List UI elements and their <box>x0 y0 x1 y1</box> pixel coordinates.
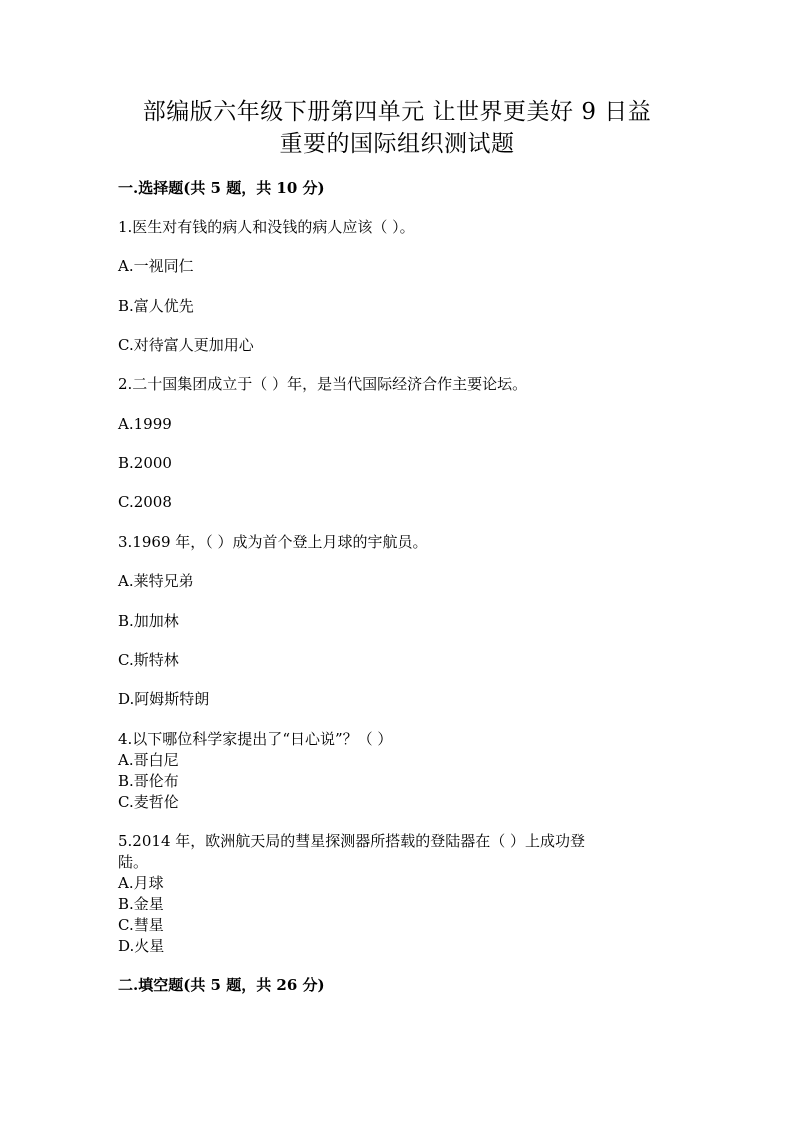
question-3-option-d: D.阿姆斯特朗 <box>118 690 210 708</box>
question-5-option-b: B.金星 <box>118 895 164 913</box>
question-1-stem: 1.医生对有钱的病人和没钱的病人应该（ ）。 <box>118 218 415 236</box>
section-heading-choice: 一.选择题(共 5 题，共 10 分) <box>118 179 325 197</box>
question-5-option-c: C.彗星 <box>118 916 164 934</box>
question-5-option-a: A.月球 <box>118 874 164 892</box>
question-5-stem-line-1: 5.2014 年，欧洲航天局的彗星探测器所搭载的登陆器在（ ）上成功登 <box>118 832 586 850</box>
section-heading-fill-blank: 二.填空题(共 5 题，共 26 分) <box>118 976 325 994</box>
question-4-option-c: C.麦哲伦 <box>118 793 179 811</box>
question-5-stem-line-2: 陆。 <box>118 853 149 871</box>
question-3-option-c: C.斯特林 <box>118 651 179 669</box>
question-4-option-a: A.哥白尼 <box>118 751 179 769</box>
question-3-stem: 3.1969 年，（ ）成为首个登上月球的宇航员。 <box>118 533 428 551</box>
question-2-option-a: A.1999 <box>118 415 172 433</box>
question-2-option-c: C.2008 <box>118 493 172 511</box>
page-title-line-1: 部编版六年级下册第四单元 让世界更美好 9 日益 <box>142 99 652 125</box>
question-2-stem: 2.二十国集团成立于（ ）年，是当代国际经济合作主要论坛。 <box>118 375 528 393</box>
question-3-option-a: A.莱特兄弟 <box>118 572 194 590</box>
question-2-option-b: B.2000 <box>118 454 172 472</box>
question-3-option-b: B.加加林 <box>118 612 179 630</box>
question-4-option-b: B.哥伦布 <box>118 772 179 790</box>
question-1-option-b: B.富人优先 <box>118 297 194 315</box>
page-title-line-2: 重要的国际组织测试题 <box>279 131 515 157</box>
question-1-option-a: A.一视同仁 <box>118 257 194 275</box>
question-5-option-d: D.火星 <box>118 937 165 955</box>
question-4-stem: 4.以下哪位科学家提出了“日心说”？（ ） <box>118 730 393 748</box>
question-1-option-c: C.对待富人更加用心 <box>118 336 254 354</box>
